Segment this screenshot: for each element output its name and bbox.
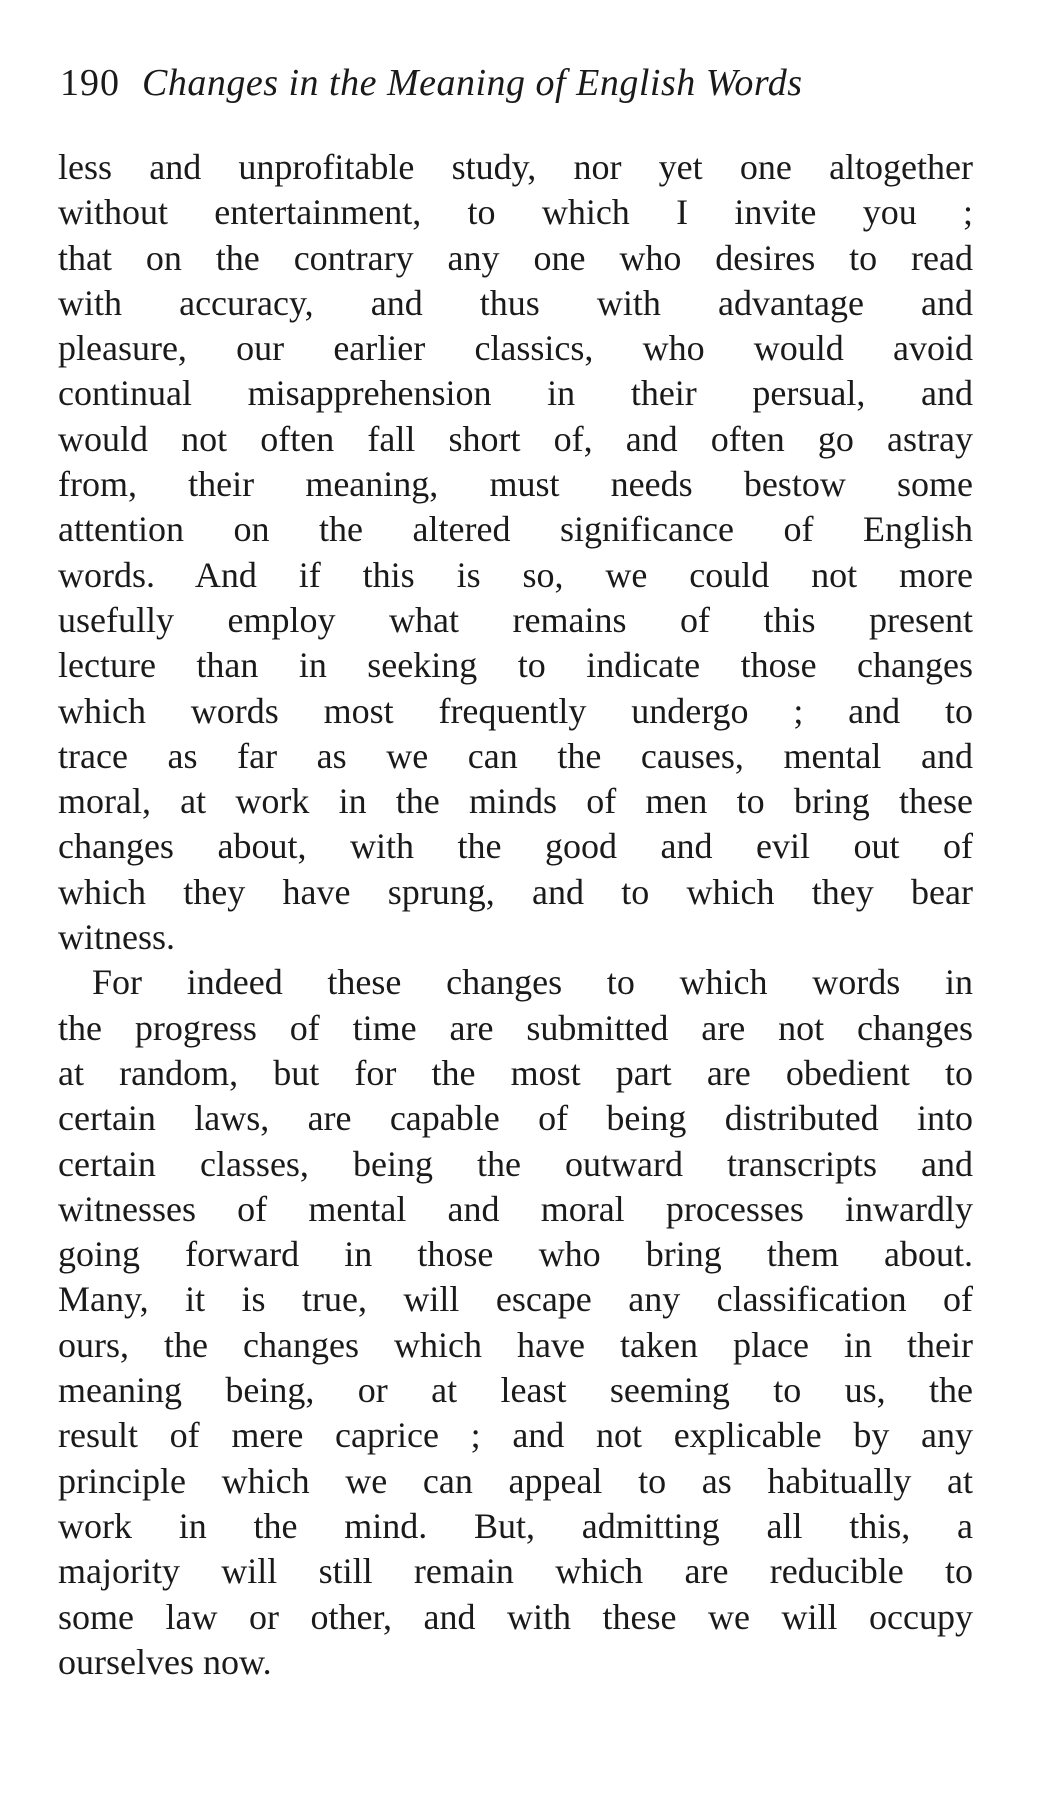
body-text	[58, 145, 973, 1685]
text-line: with accuracy, and thus with advantage and	[58, 282, 973, 323]
text-line: lecture than in seeking to indicate those changes	[58, 645, 973, 686]
text-line: result of mere caprice ; and not explicable by any	[58, 1415, 973, 1456]
text-line: work in the mind. But, admitting all this, a	[58, 1505, 973, 1546]
text-line: which words most frequently undergo ; and to	[58, 690, 973, 731]
running-head	[60, 58, 980, 108]
text-line: would not often fall short of, and often go astray	[58, 418, 973, 459]
text-line: some law or other, and with these we will occupy	[58, 1596, 973, 1637]
text-line: less and unprofitable study, nor yet one altogether	[58, 147, 973, 187]
text-line: usefully employ what remains of this present	[58, 599, 973, 640]
text-line: For indeed these changes to which words in	[92, 962, 973, 1003]
text-line: certain classes, being the outward transcripts and	[58, 1143, 973, 1184]
text-line: which they have sprung, and to which they bear	[58, 871, 973, 912]
text-line: attention on the altered significance of English	[58, 509, 973, 550]
text-line: without entertainment, to which I invite you ;	[58, 192, 973, 233]
text-line: majority will still remain which are reducible to	[58, 1551, 973, 1592]
text-line: continual misapprehension in their persual, and	[58, 373, 973, 414]
running-title: Changes in the Meaning of English Words	[142, 62, 803, 104]
text-line: moral, at work in the minds of men to bring these	[58, 781, 973, 822]
text-line: at random, but for the most part are obedient to	[58, 1052, 973, 1093]
text-line: trace as far as we can the causes, mental and	[58, 735, 973, 776]
text-line: principle which we can appeal to as habitually at	[58, 1460, 973, 1501]
text-line: that on the contrary any one who desires to read	[58, 237, 973, 278]
text-line: meaning being, or at least seeming to us, the	[58, 1370, 973, 1411]
text-line: pleasure, our earlier classics, who would avoid	[58, 328, 973, 369]
text-line: words. And if this is so, we could not more	[58, 554, 973, 595]
text-line: going forward in those who bring them about.	[58, 1234, 973, 1275]
text-line: witnesses of mental and moral processes inwardly	[58, 1188, 973, 1229]
text-line: certain laws, are capable of being distributed into	[58, 1098, 973, 1139]
text-line: ourselves now.	[58, 1641, 272, 1682]
text-line: witness.	[58, 917, 175, 958]
text-line: from, their meaning, must needs bestow some	[58, 464, 973, 505]
page-number: 190	[60, 62, 120, 104]
text-line: ours, the changes which have taken place in their	[58, 1324, 973, 1365]
text-line: changes about, with the good and evil out of	[58, 826, 973, 867]
text-line: Many, it is true, will escape any classification of	[58, 1279, 973, 1320]
text-line: the progress of time are submitted are not changes	[58, 1007, 973, 1048]
